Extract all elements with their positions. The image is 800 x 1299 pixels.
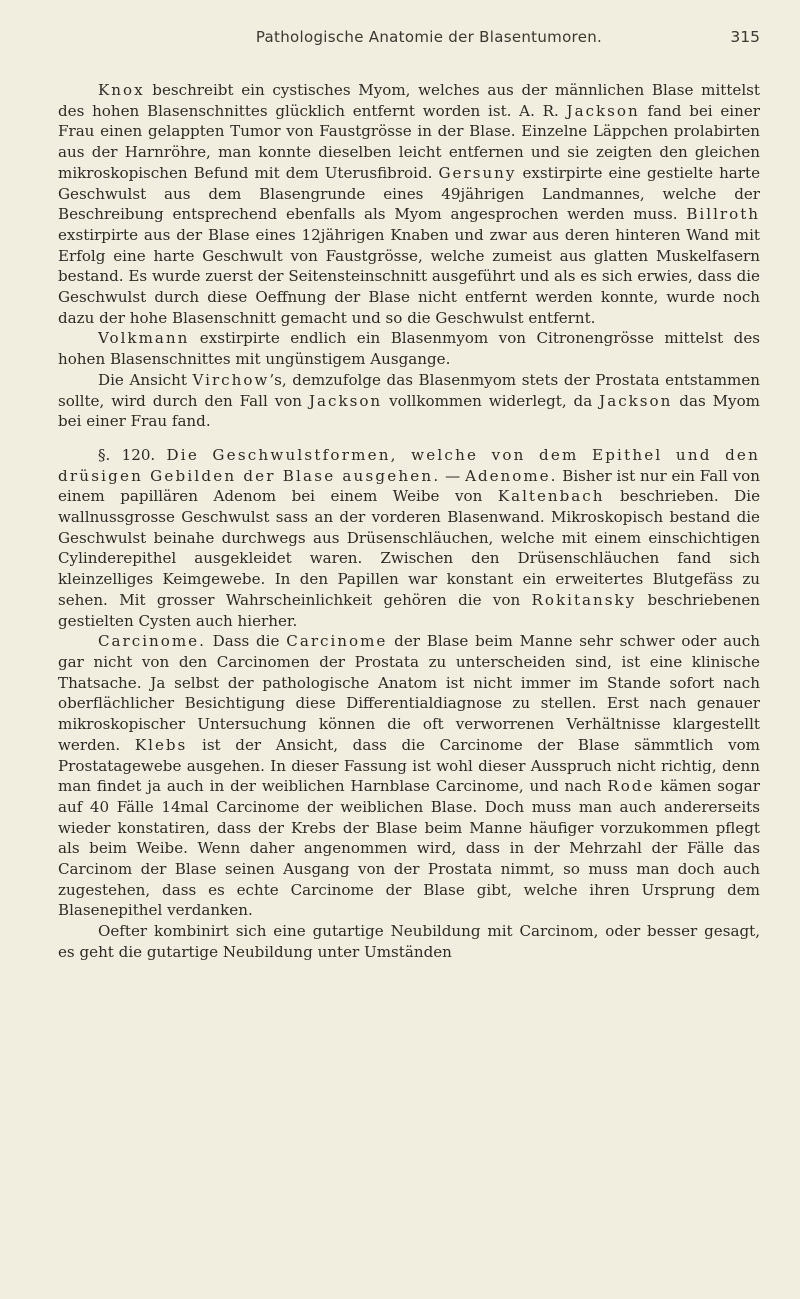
text-run: Dass die bbox=[205, 632, 287, 651]
page-number: 315 bbox=[730, 28, 760, 46]
text-run: beschriebenen gestielten Cysten auch hierher. bbox=[58, 590, 760, 630]
author-name: Adenome. bbox=[465, 466, 558, 485]
body-text bbox=[58, 80, 760, 963]
text-run: vollkommen widerlegt, da bbox=[382, 391, 600, 410]
text-run: §. 120. bbox=[98, 445, 167, 464]
text-run: exstirpirte eine gestielte harte Geschwulst aus dem Blasengrunde eines 49jährigen Landmannes, welche der Beschreibung entsprechend ebenfalls als Myom angesprochen werden muss. bbox=[58, 163, 761, 224]
text-run: beschreibt ein cystisches Myom, welches aus der männlichen Blase mittelst des hohen Blasenschnittes glücklich entfernt worden ist. A. R. bbox=[58, 81, 760, 120]
text-run: exstirpirte aus der Blase eines 12jährigen Knaben und zwar aus deren hinteren Wand mit Erfolg eine harte Geschwult von Faustgrösse, welche zumeist aus glatten Muskelfasern bestand. Es wurde zuerst der Seitensteinschnitt ausgeführt und als es sich erwies, dass die Geschwulst durch diese Oeffnung der Blase nicht entfernt werden konnte, wurde noch dazu der hohe Blasenschnitt gemacht und so die Geschwulst entfernt. bbox=[58, 225, 760, 327]
text-run: kämen sogar auf 40 Fälle 14mal Carcinome der weiblichen Blase. Doch muss man auch andererseits wieder konstatiren, dass der Krebs der Blase beim Manne häufiger vorzukommen pflegt als beim Weibe. Wenn daher angenommen wird, dass in der Mehrzahl der Fälle das Carcinom der Blase seinen Ausgang von der Prostata nimmt, so muss man doch auch zugestehen, dass es echte Carcinome der Blase gibt, welche ihren Ursprung dem Blasenepithel verdanken. bbox=[58, 777, 761, 920]
author-name: Volkmann bbox=[98, 329, 190, 348]
author-name: Jackson bbox=[566, 101, 640, 120]
text-run: exstirpirte endlich ein Blasenmyom von Citronengrösse mittelst des hohen Blasenschnittes mit ungünstigem Ausgange. bbox=[58, 329, 760, 369]
author-name: Virchow bbox=[192, 370, 270, 389]
paragraph bbox=[58, 370, 760, 432]
author-name: Carcinome. bbox=[98, 632, 206, 651]
text-run: ’s, demzufolge das Blasenmyom stets der Prostata entstammen sollte, wird durch den Fall von bbox=[58, 370, 760, 410]
author-name: Jackson bbox=[308, 391, 383, 410]
text-run: beschrieben. Die wallnussgrosse Geschwulst sass an der vorderen Blasenwand. Mikroskopisch bestand die Geschwulst beinahe durchwegs aus Drüsenschläuchen, welche mit einem einschichtigen Cylinderepithel ausgekleidet waren. Zwischen den Drüsenschläuchen fand sich kleinzelliges Keimgewebe. In den Papillen war konstant ein erweitertes Blutgefäss zu sehen. Mit grosser Wahrscheinlichkeit gehören die von bbox=[58, 487, 760, 609]
paragraph bbox=[58, 921, 760, 962]
running-title: Pathologische Anatomie der Blasentumoren. bbox=[255, 28, 603, 46]
paragraph bbox=[58, 80, 760, 328]
text-run: Bisher ist nur ein Fall von einem papillären Adenom bei einem Weibe von bbox=[58, 466, 760, 506]
author-name: Carcinome bbox=[286, 632, 388, 651]
paragraph bbox=[58, 445, 760, 631]
author-name: Gersuny bbox=[438, 163, 517, 182]
author-name: Billroth bbox=[686, 205, 760, 224]
paragraph bbox=[58, 631, 760, 921]
text-run: ist der Ansicht, dass die Carcinome der Blase sämmtlich vom Prostatagewebe ausgehen. In dieser Fassung ist wohl dieser Ausspruch nicht richtig, denn man findet ja auch in der weiblichen Harnblase Carcinome, und nach bbox=[58, 735, 760, 796]
author-name: Rokitansky bbox=[531, 590, 637, 609]
paragraph bbox=[58, 328, 760, 369]
author-name: Rode bbox=[607, 777, 655, 796]
text-run: Oefter kombinirt sich eine gutartige Neubildung mit Carcinom, oder besser gesagt, es geht die gutartige Neubildung unter Umständen bbox=[58, 922, 760, 961]
author-name: Knox bbox=[98, 81, 145, 99]
text-run: Die Ansicht bbox=[98, 370, 193, 389]
running-head bbox=[58, 28, 760, 54]
text-run: fand bei einer Frau einen gelappten Tumor von Faustgrösse in der Blase. Einzelne Läppchen prolabirten aus der Harnröhre, man konnte dieselben leicht entfernen und sie zeigten den gleichen mikroskopischen Befund mit dem Uterusfibroid. bbox=[58, 101, 760, 182]
text-run: das Myom bei einer Frau fand. bbox=[58, 391, 760, 431]
author-name: Klebs bbox=[134, 735, 188, 754]
author-name: Kaltenbach bbox=[497, 487, 605, 506]
text-run: — bbox=[440, 466, 466, 485]
author-name: Jackson bbox=[599, 391, 673, 410]
section-heading: Die Geschwulstformen, welche von dem Epithel und den drüsigen Gebilden der Blase ausgehen. bbox=[58, 445, 760, 485]
text-run: der Blase beim Manne sehr schwer oder auch gar nicht von den Carcinomen der Prostata zu unterscheiden sind, ist eine klinische Thatsache. Ja selbst der pathologische Anatom ist nicht immer im Stande sofort nach oberflächlicher Besichtigung diese Differentialdiagnose zu stellen. Erst nach genauer mikroskopischer Untersuchung können die oft verworrenen Verhältnisse klargestellt werden. bbox=[58, 632, 760, 754]
